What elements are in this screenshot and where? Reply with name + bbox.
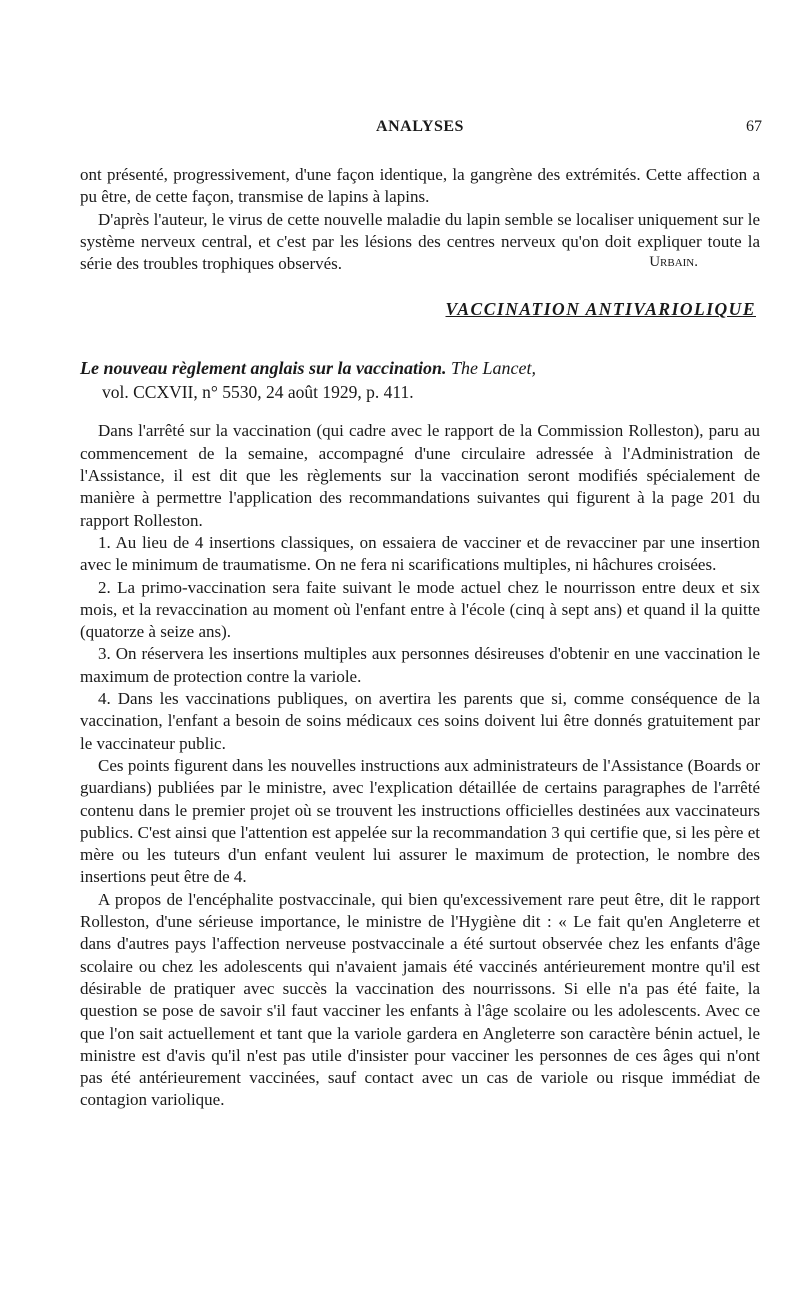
article-paragraph: Ces points figurent dans les nouvelles instructions aux administrateurs de l'Assistance (Boards or guardians) publiées par le ministre, avec l'explication détaillée de certains paragraphes de l'arrêté contenu dans le premier projet où se trouvent les instructions officielles destinées aux vaccinateurs publics. C'est ainsi que l'attention est appelée sur la recommandation 3 qui certifie que, si les père et mère ou les tuteurs d'un enfant veulent lui assurer le maximum de protection, le nombre des insertions peut être de 4.: [80, 755, 760, 887]
previous-article-paragraph: D'après l'auteur, le virus de cette nouvelle maladie du lapin semble se localiser uniquement sur le système nerveux central, et c'est par les lésions des centres nerveux qu'on doit expliquer toute la série des troubles trophiques observés.: [80, 209, 760, 274]
page-body: [80, 164, 760, 1112]
article-body: [80, 420, 760, 1111]
running-head: ANALYSES: [376, 118, 464, 135]
page-header: [78, 118, 762, 142]
section-heading: VACCINATION ANTIVARIOLIQUE: [445, 299, 756, 320]
page-number: 67: [746, 118, 762, 135]
author-signature: Urbain.: [649, 254, 698, 271]
article-reference: vol. CCXVII, n° 5530, 24 août 1929, p. 411.: [102, 382, 414, 403]
article-title-block: [80, 356, 760, 404]
article-paragraph: 4. Dans les vaccinations publiques, on avertira les parents que si, comme conséquence de la vaccination, l'enfant a besoin de soins médicaux ces soins doivent lui être donnés gratuitement par le vaccinateur public.: [80, 689, 760, 753]
article-paragraph: 3. On réservera les insertions multiples aux personnes désireuses d'obtenir en une vaccination le maximum de protection contre la variole.: [80, 644, 760, 686]
article-paragraph: 1. Au lieu de 4 insertions classiques, on essaiera de vacciner et de revacciner par une insertion avec le minimum de traumatisme. On ne fera ni scarifications multiples, ni hâchures croisées.: [80, 532, 760, 575]
article-title: Le nouveau règlement anglais sur la vaccination.: [80, 358, 447, 379]
article-paragraph: A propos de l'encéphalite postvaccinale, qui bien qu'excessivement rare peut être, dit le rapport Rolleston, d'une sérieuse importance, le ministre de l'Hygiène dit : « Le fait qu'en Angleterre et dans d'autres pays l'affection nerveuse postvaccinale a été surtout observée chez les enfants d'âge scolaire ou chez les adolescents qui n'avaient jamais été vaccinés antérieurement montre qu'il est désirable de pratiquer avec succès la vaccination des nourrissons. Si elle n'a pas été faite, la question se pose de savoir s'il faut vacciner les enfants à l'âge scolaire ou les adolescents. Avec ce que l'on sait actuellement et tant que la variole gardera en Angleterre son caractère bénin actuel, le ministre est d'avis qu'il n'est pas utile d'insister pour vacciner les personnes de ces âges qui n'ont pas été antérieurement vaccinées, sauf contact avec un cas de variole ou risque immédiat de contagion variolique.: [80, 889, 760, 1110]
article-paragraph: 2. La primo-vaccination sera faite suivant le mode actuel chez le nourrisson entre deux et six mois, et la revaccination au moment où l'enfant entre à l'école (cinq à sept ans) et quand il la quitte (quatorze à seize ans).: [80, 577, 760, 642]
journal-name: The Lancet,: [451, 358, 537, 379]
article-paragraph: Dans l'arrêté sur la vaccination (qui cadre avec le rapport de la Commission Rolleston), paru au commencement de la semaine, accompagné d'une circulaire adressée à l'Administration de l'Assistance, il est dit que les règlements sur la vaccination seront modifiés spécialement de manière à permettre l'application des recommandations suivantes qui figurent à la page 201 du rapport Rolleston.: [80, 421, 760, 530]
previous-article-paragraph: ont présenté, progressivement, d'une façon identique, la gangrène des extrémités. Cette affection a pu être, de cette façon, transmise de lapins à lapins.: [80, 165, 760, 207]
